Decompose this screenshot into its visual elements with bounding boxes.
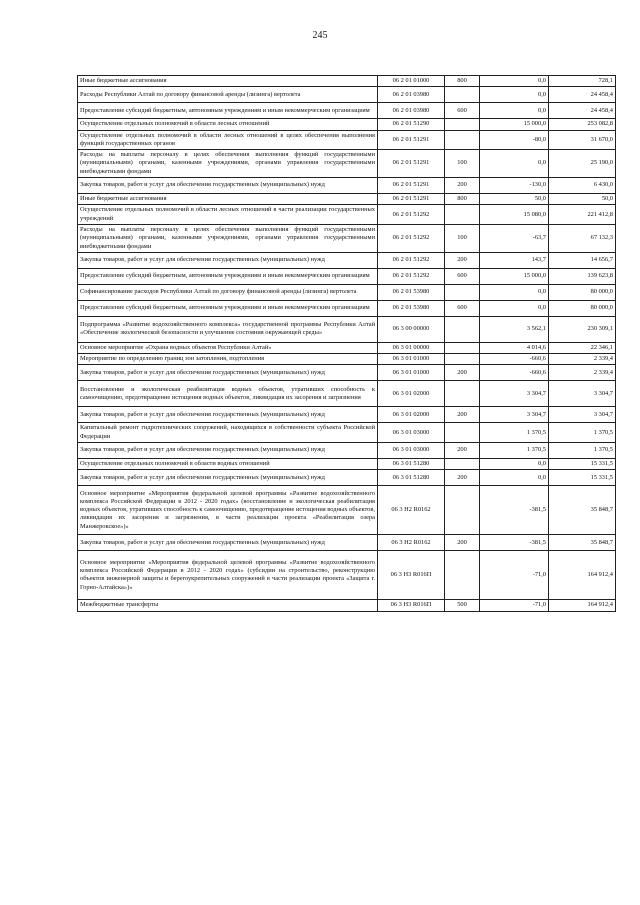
row-expense-type-cell: 200 bbox=[445, 407, 480, 423]
table-row bbox=[78, 423, 616, 443]
row-name-cell: Осуществление отдельных полномочий в области лесных отношений bbox=[78, 119, 378, 130]
row-total-amount-cell: 25 190,0 bbox=[549, 150, 616, 178]
row-name-cell: Софинансирование расходов Республики Алтай по договору финансовой аренды (лизинга) вертолета bbox=[78, 284, 378, 300]
table-row bbox=[78, 551, 616, 600]
row-code-cell: 06 3 01 51280 bbox=[378, 470, 445, 486]
row-code-cell: 06 2 01 03980 bbox=[378, 103, 445, 119]
row-change-amount-cell: 1 370,5 bbox=[480, 423, 549, 443]
row-name-cell: Закупка товаров, работ и услуг для обеспечения государственных (муниципальных) нужд bbox=[78, 178, 378, 194]
row-code-cell: 06 2 01 51292 bbox=[378, 224, 445, 252]
row-total-amount-cell: 14 656,7 bbox=[549, 252, 616, 268]
row-code-cell: 06 2 01 03980 bbox=[378, 87, 445, 103]
row-total-amount-cell: 24 458,4 bbox=[549, 103, 616, 119]
row-expense-type-cell: 500 bbox=[445, 600, 480, 611]
row-name-cell: Закупка товаров, работ и услуг для обеспечения государственных (муниципальных) нужд bbox=[78, 535, 378, 551]
row-change-amount-cell: 15 000,0 bbox=[480, 268, 549, 284]
table-row bbox=[78, 205, 616, 225]
table-row bbox=[78, 178, 616, 194]
row-code-cell: 06 3 01 03000 bbox=[378, 443, 445, 459]
table-row bbox=[78, 342, 616, 353]
row-total-amount-cell: 80 000,0 bbox=[549, 300, 616, 316]
row-change-amount-cell: 0,0 bbox=[480, 150, 549, 178]
row-change-amount-cell: 0,0 bbox=[480, 284, 549, 300]
row-expense-type-cell bbox=[445, 284, 480, 300]
row-name-cell: Расходы на выплаты персоналу в целях обеспечения выполнения функций государственными (муниципальными) органами, казенными учреждениями, органами управления государственными внебюджетными фондами bbox=[78, 224, 378, 252]
row-expense-type-cell: 200 bbox=[445, 470, 480, 486]
row-expense-type-cell bbox=[445, 342, 480, 353]
table-row bbox=[78, 365, 616, 381]
table-row bbox=[78, 268, 616, 284]
table-row bbox=[78, 407, 616, 423]
row-name-cell: Основное мероприятие «Мероприятия федеральной целевой программы «Развитие водохозяйственного комплекса Российской Федерации в 2012 - 2020 годах» (восстановление и экологическая реабилитация водных объектов, утративших способность к самоочищению, предотвращение истощения водных объектов, ликвидация их засорения и загрязнения, в части реализации проекта «Реабилитация озера Манжерокское»)» bbox=[78, 486, 378, 535]
table-row bbox=[78, 194, 616, 205]
row-name-cell: Закупка товаров, работ и услуг для обеспечения государственных (муниципальных) нужд bbox=[78, 407, 378, 423]
row-change-amount-cell: 1 370,5 bbox=[480, 443, 549, 459]
table-row bbox=[78, 470, 616, 486]
row-name-cell: Закупка товаров, работ и услуг для обеспечения государственных (муниципальных) нужд bbox=[78, 443, 378, 459]
row-expense-type-cell bbox=[445, 354, 480, 365]
table-row bbox=[78, 600, 616, 611]
row-name-cell: Мероприятие по определению границ зон затопления, подтопления bbox=[78, 354, 378, 365]
row-expense-type-cell: 100 bbox=[445, 150, 480, 178]
row-change-amount-cell: 3 304,7 bbox=[480, 407, 549, 423]
row-total-amount-cell: 35 848,7 bbox=[549, 486, 616, 535]
table-row bbox=[78, 103, 616, 119]
table-row bbox=[78, 300, 616, 316]
row-change-amount-cell: 0,0 bbox=[480, 76, 549, 87]
table-row bbox=[78, 443, 616, 459]
row-name-cell: Закупка товаров, работ и услуг для обеспечения государственных (муниципальных) нужд bbox=[78, 252, 378, 268]
row-code-cell: 06 3 01 00000 bbox=[378, 342, 445, 353]
row-change-amount-cell: 3 562,1 bbox=[480, 316, 549, 342]
row-total-amount-cell: 80 000,0 bbox=[549, 284, 616, 300]
row-name-cell: Закупка товаров, работ и услуг для обеспечения государственных (муниципальных) нужд bbox=[78, 365, 378, 381]
row-name-cell: Основное мероприятие «Мероприятия федеральной целевой программы «Развитие водохозяйственного комплекса Российской Федерации в 2012 - 2020 годах» (субсидии на строительство, реконструкцию объектов инженерной защиты и берегоукрепительных сооружений в части реализации проекта «Защита г. Горно-Алтайска»)» bbox=[78, 551, 378, 600]
row-expense-type-cell: 600 bbox=[445, 268, 480, 284]
table-row bbox=[78, 224, 616, 252]
row-change-amount-cell: -660,6 bbox=[480, 354, 549, 365]
row-total-amount-cell: 22 346,1 bbox=[549, 342, 616, 353]
row-name-cell: Основное мероприятие «Охрана водных объектов Республики Алтай» bbox=[78, 342, 378, 353]
row-code-cell: 06 3 Н2 R0162 bbox=[378, 535, 445, 551]
row-name-cell: Капитальный ремонт гидротехнических сооружений, находящихся в собственности субъекта Российской Федерации bbox=[78, 423, 378, 443]
table-row bbox=[78, 486, 616, 535]
row-expense-type-cell: 200 bbox=[445, 535, 480, 551]
row-expense-type-cell bbox=[445, 551, 480, 600]
row-name-cell: Осуществление отдельных полномочий в области лесных отношений в части реализации государственных учреждений bbox=[78, 205, 378, 225]
row-total-amount-cell: 728,1 bbox=[549, 76, 616, 87]
row-total-amount-cell: 3 304,7 bbox=[549, 407, 616, 423]
row-change-amount-cell: -63,7 bbox=[480, 224, 549, 252]
row-code-cell: 06 3 Н3 R016П bbox=[378, 551, 445, 600]
row-name-cell: Осуществление отдельных полномочий в области водных отношений bbox=[78, 459, 378, 470]
row-expense-type-cell: 100 bbox=[445, 224, 480, 252]
row-total-amount-cell: 15 331,5 bbox=[549, 470, 616, 486]
row-code-cell: 06 2 01 51291 bbox=[378, 194, 445, 205]
row-expense-type-cell: 200 bbox=[445, 252, 480, 268]
row-expense-type-cell: 600 bbox=[445, 103, 480, 119]
table-row bbox=[78, 76, 616, 87]
row-total-amount-cell: 35 848,7 bbox=[549, 535, 616, 551]
row-expense-type-cell bbox=[445, 381, 480, 407]
row-code-cell: 06 3 01 03000 bbox=[378, 423, 445, 443]
row-change-amount-cell: 15 000,0 bbox=[480, 119, 549, 130]
table-row bbox=[78, 252, 616, 268]
row-total-amount-cell: 221 412,8 bbox=[549, 205, 616, 225]
table-row bbox=[78, 459, 616, 470]
row-code-cell: 06 3 01 01000 bbox=[378, 365, 445, 381]
row-name-cell: Расходы Республики Алтай по договору финансовой аренды (лизинга) вертолета bbox=[78, 87, 378, 103]
row-code-cell: 06 3 01 51280 bbox=[378, 459, 445, 470]
row-code-cell: 06 2 01 51291 bbox=[378, 130, 445, 150]
row-change-amount-cell: -381,5 bbox=[480, 486, 549, 535]
row-change-amount-cell: -80,0 bbox=[480, 130, 549, 150]
row-code-cell: 06 2 01 51292 bbox=[378, 252, 445, 268]
row-change-amount-cell: 0,0 bbox=[480, 300, 549, 316]
row-change-amount-cell: -660,6 bbox=[480, 365, 549, 381]
row-total-amount-cell: 253 082,8 bbox=[549, 119, 616, 130]
row-change-amount-cell: -71,0 bbox=[480, 600, 549, 611]
row-change-amount-cell: 0,0 bbox=[480, 459, 549, 470]
row-change-amount-cell: -381,5 bbox=[480, 535, 549, 551]
row-name-cell: Осуществление отдельных полномочий в области лесных отношений в целях обеспечения выполнения функций государственных органов bbox=[78, 130, 378, 150]
row-code-cell: 06 2 01 51291 bbox=[378, 178, 445, 194]
row-expense-type-cell: 800 bbox=[445, 194, 480, 205]
row-change-amount-cell: 3 304,7 bbox=[480, 381, 549, 407]
row-total-amount-cell: 1 370,5 bbox=[549, 423, 616, 443]
row-name-cell: Иные бюджетные ассигнования bbox=[78, 76, 378, 87]
row-name-cell: Предоставление субсидий бюджетным, автономным учреждениям и иным некоммерческим организациям bbox=[78, 268, 378, 284]
table-row bbox=[78, 354, 616, 365]
row-expense-type-cell bbox=[445, 205, 480, 225]
row-total-amount-cell: 164 912,4 bbox=[549, 551, 616, 600]
row-change-amount-cell: -130,0 bbox=[480, 178, 549, 194]
row-code-cell: 06 2 01 01000 bbox=[378, 76, 445, 87]
row-total-amount-cell: 67 132,3 bbox=[549, 224, 616, 252]
row-total-amount-cell: 2 339,4 bbox=[549, 365, 616, 381]
row-expense-type-cell: 600 bbox=[445, 300, 480, 316]
table-row bbox=[78, 150, 616, 178]
table-row bbox=[78, 284, 616, 300]
row-total-amount-cell: 230 309,1 bbox=[549, 316, 616, 342]
row-code-cell: 06 3 01 02000 bbox=[378, 381, 445, 407]
row-change-amount-cell: 15 080,0 bbox=[480, 205, 549, 225]
row-name-cell: Расходы на выплаты персоналу в целях обеспечения выполнения функций государственными (муниципальными) органами, казенными учреждениями, органами управления государственными внебюджетными фондами bbox=[78, 150, 378, 178]
budget-table bbox=[77, 75, 616, 612]
row-total-amount-cell: 15 331,5 bbox=[549, 459, 616, 470]
row-total-amount-cell: 31 670,0 bbox=[549, 130, 616, 150]
row-expense-type-cell: 200 bbox=[445, 443, 480, 459]
page-number: 245 bbox=[312, 30, 328, 41]
row-name-cell: Иные бюджетные ассигнования bbox=[78, 194, 378, 205]
row-total-amount-cell: 164 912,4 bbox=[549, 600, 616, 611]
row-expense-type-cell bbox=[445, 130, 480, 150]
table-row bbox=[78, 381, 616, 407]
table-row bbox=[78, 535, 616, 551]
row-code-cell: 06 2 01 53980 bbox=[378, 284, 445, 300]
row-change-amount-cell: 4 014,6 bbox=[480, 342, 549, 353]
row-name-cell: Межбюджетные трансферты bbox=[78, 600, 378, 611]
row-expense-type-cell bbox=[445, 459, 480, 470]
row-code-cell: 06 2 01 51290 bbox=[378, 119, 445, 130]
row-expense-type-cell: 200 bbox=[445, 178, 480, 194]
row-code-cell: 06 3 00 00000 bbox=[378, 316, 445, 342]
row-expense-type-cell bbox=[445, 119, 480, 130]
row-name-cell: Восстановление и экологическая реабилитация водных объектов, утративших способность к самоочищению, предотвращение истощения водных объектов, ликвидация их засорения и загрязнения bbox=[78, 381, 378, 407]
row-expense-type-cell bbox=[445, 87, 480, 103]
row-change-amount-cell: 0,0 bbox=[480, 87, 549, 103]
row-name-cell: Закупка товаров, работ и услуг для обеспечения государственных (муниципальных) нужд bbox=[78, 470, 378, 486]
row-code-cell: 06 3 Н3 R016П bbox=[378, 600, 445, 611]
row-code-cell: 06 2 01 51292 bbox=[378, 205, 445, 225]
row-change-amount-cell: 50,0 bbox=[480, 194, 549, 205]
row-expense-type-cell: 800 bbox=[445, 76, 480, 87]
row-change-amount-cell: -71,0 bbox=[480, 551, 549, 600]
row-name-cell: Предоставление субсидий бюджетным, автономным учреждениям и иным некоммерческим организациям bbox=[78, 300, 378, 316]
row-change-amount-cell: 0,0 bbox=[480, 103, 549, 119]
row-total-amount-cell: 6 430,0 bbox=[549, 178, 616, 194]
budget-table-body bbox=[78, 76, 616, 612]
row-code-cell: 06 3 Н2 R0162 bbox=[378, 486, 445, 535]
row-expense-type-cell bbox=[445, 316, 480, 342]
row-expense-type-cell: 200 bbox=[445, 365, 480, 381]
table-row bbox=[78, 130, 616, 150]
row-total-amount-cell: 3 304,7 bbox=[549, 381, 616, 407]
row-change-amount-cell: 143,7 bbox=[480, 252, 549, 268]
row-code-cell: 06 2 01 51291 bbox=[378, 150, 445, 178]
row-code-cell: 06 3 01 01000 bbox=[378, 354, 445, 365]
table-row bbox=[78, 316, 616, 342]
row-change-amount-cell: 0,0 bbox=[480, 470, 549, 486]
row-total-amount-cell: 24 458,4 bbox=[549, 87, 616, 103]
row-code-cell: 06 2 01 51292 bbox=[378, 268, 445, 284]
row-code-cell: 06 3 01 02000 bbox=[378, 407, 445, 423]
row-name-cell: Предоставление субсидий бюджетным, автономным учреждениям и иным некоммерческим организациям bbox=[78, 103, 378, 119]
table-row bbox=[78, 87, 616, 103]
row-expense-type-cell bbox=[445, 423, 480, 443]
table-row bbox=[78, 119, 616, 130]
row-total-amount-cell: 139 623,8 bbox=[549, 268, 616, 284]
row-code-cell: 06 2 01 53980 bbox=[378, 300, 445, 316]
row-total-amount-cell: 50,0 bbox=[549, 194, 616, 205]
row-total-amount-cell: 1 370,5 bbox=[549, 443, 616, 459]
row-total-amount-cell: 2 339,4 bbox=[549, 354, 616, 365]
row-expense-type-cell bbox=[445, 486, 480, 535]
row-name-cell: Подпрограмма «Развитие водохозяйственного комплекса» государственной программы Республики Алтай «Обеспечение экологической безопасности и улучшение состояния окружающей среды» bbox=[78, 316, 378, 342]
